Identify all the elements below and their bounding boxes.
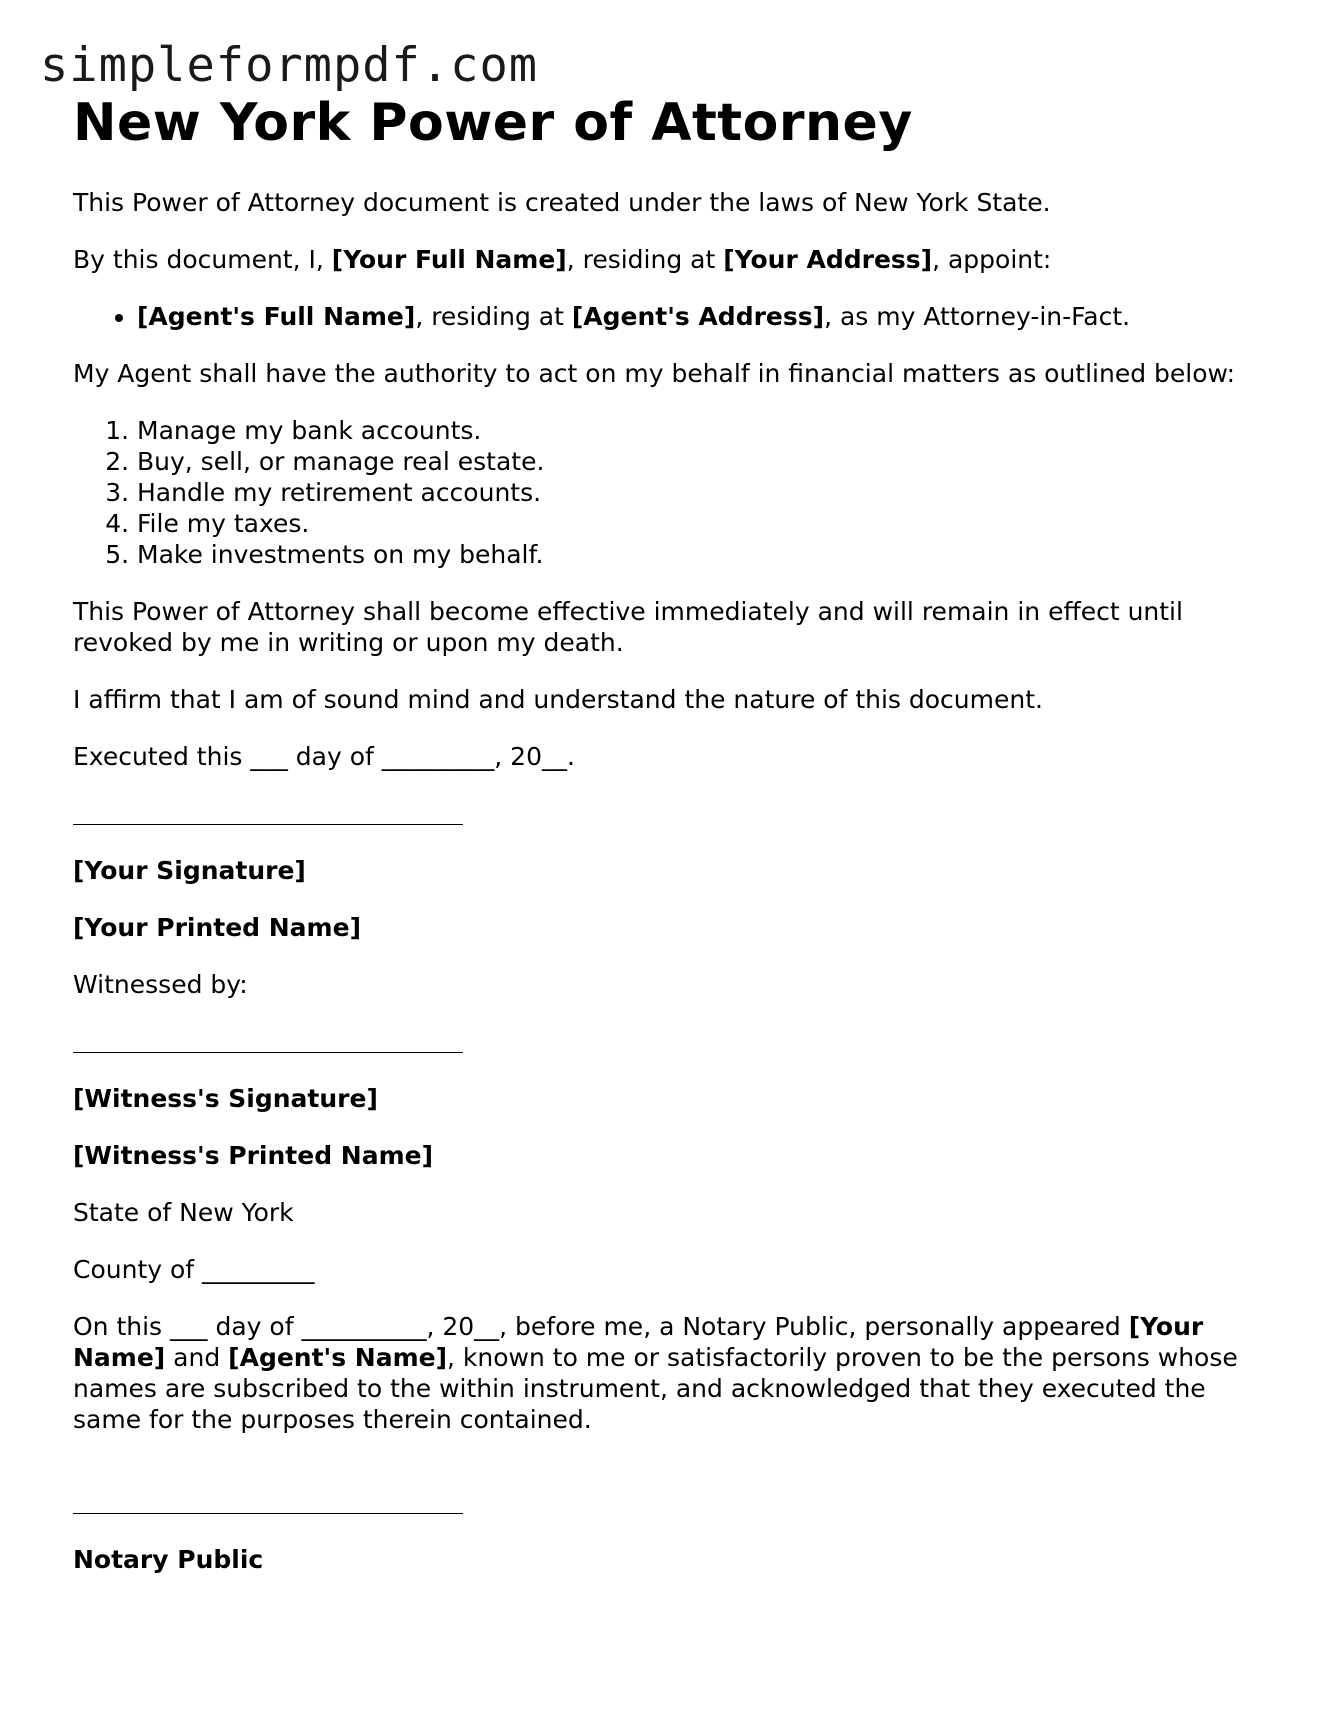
agent-name-placeholder: [Agent's Full Name] <box>137 302 416 331</box>
state-line: State of New York <box>73 1198 294 1227</box>
principal-address-placeholder: [Your Address] <box>723 245 933 274</box>
agent-address-placeholder: [Agent's Address] <box>571 302 825 331</box>
notary-public-label: Notary Public <box>73 1545 264 1574</box>
your-printed-name-label: [Your Printed Name] <box>73 913 361 942</box>
watermark: simpleformpdf.com <box>40 38 539 93</box>
effective-paragraph: This Power of Attorney shall become effective immediately and will remain in effect until revoked by me in writing or upon my death. <box>73 597 1183 657</box>
witness-printed-name-label: [Witness's Printed Name] <box>73 1141 434 1170</box>
document-body <box>73 92 1253 1601</box>
power-item: 5. Make investments on my behalf. <box>137 539 1253 570</box>
document-title: New York Power of Attorney <box>73 93 913 153</box>
notary-signature-line[interactable] <box>73 1487 1253 1518</box>
your-signature-label: [Your Signature] <box>73 856 306 885</box>
power-item: 1. Manage my bank accounts. <box>137 415 1253 446</box>
witnessed-by-label: Witnessed by: <box>73 970 248 999</box>
intro-paragraph: This Power of Attorney document is created under the laws of New York State. <box>73 188 1051 217</box>
powers-list <box>73 415 1253 570</box>
authority-paragraph: My Agent shall have the authority to act on my behalf in financial matters as outlined below: <box>73 359 1236 388</box>
witness-signature-label: [Witness's Signature] <box>73 1084 378 1113</box>
principal-signature-line[interactable] <box>73 798 1253 829</box>
notary-agent-name: [Agent's Name] <box>228 1343 448 1372</box>
county-line: County of _________ <box>73 1255 315 1284</box>
power-item: 4. File my taxes. <box>137 508 1253 539</box>
agent-list <box>73 301 1253 332</box>
affirm-paragraph: I affirm that I am of sound mind and understand the nature of this document. <box>73 685 1043 714</box>
power-item: 2. Buy, sell, or manage real estate. <box>137 446 1253 477</box>
witness-signature-line[interactable] <box>73 1026 1253 1057</box>
notary-paragraph: On this ___ day of __________, 20__, before me, a Notary Public, personally appeared [Your Name] and [Agent's Name], known to me or satisfactorily proven to be the persons whose names are subscribed to the within instrument, and acknowledged that they executed the same for the purposes therein contained. <box>73 1312 1238 1434</box>
principal-name-placeholder: [Your Full Name] <box>331 245 567 274</box>
executed-line: Executed this ___ day of _________, 20__. <box>73 742 575 771</box>
power-item: 3. Handle my retirement accounts. <box>137 477 1253 508</box>
notary-your-name: [Your Name] <box>73 1312 1204 1372</box>
appoint-paragraph: By this document, I, [Your Full Name], residing at [Your Address], appoint: <box>73 245 1052 274</box>
agent-list-item: • [Agent's Full Name], residing at [Agent's Address], as my Attorney-in-Fact. <box>137 301 1253 332</box>
